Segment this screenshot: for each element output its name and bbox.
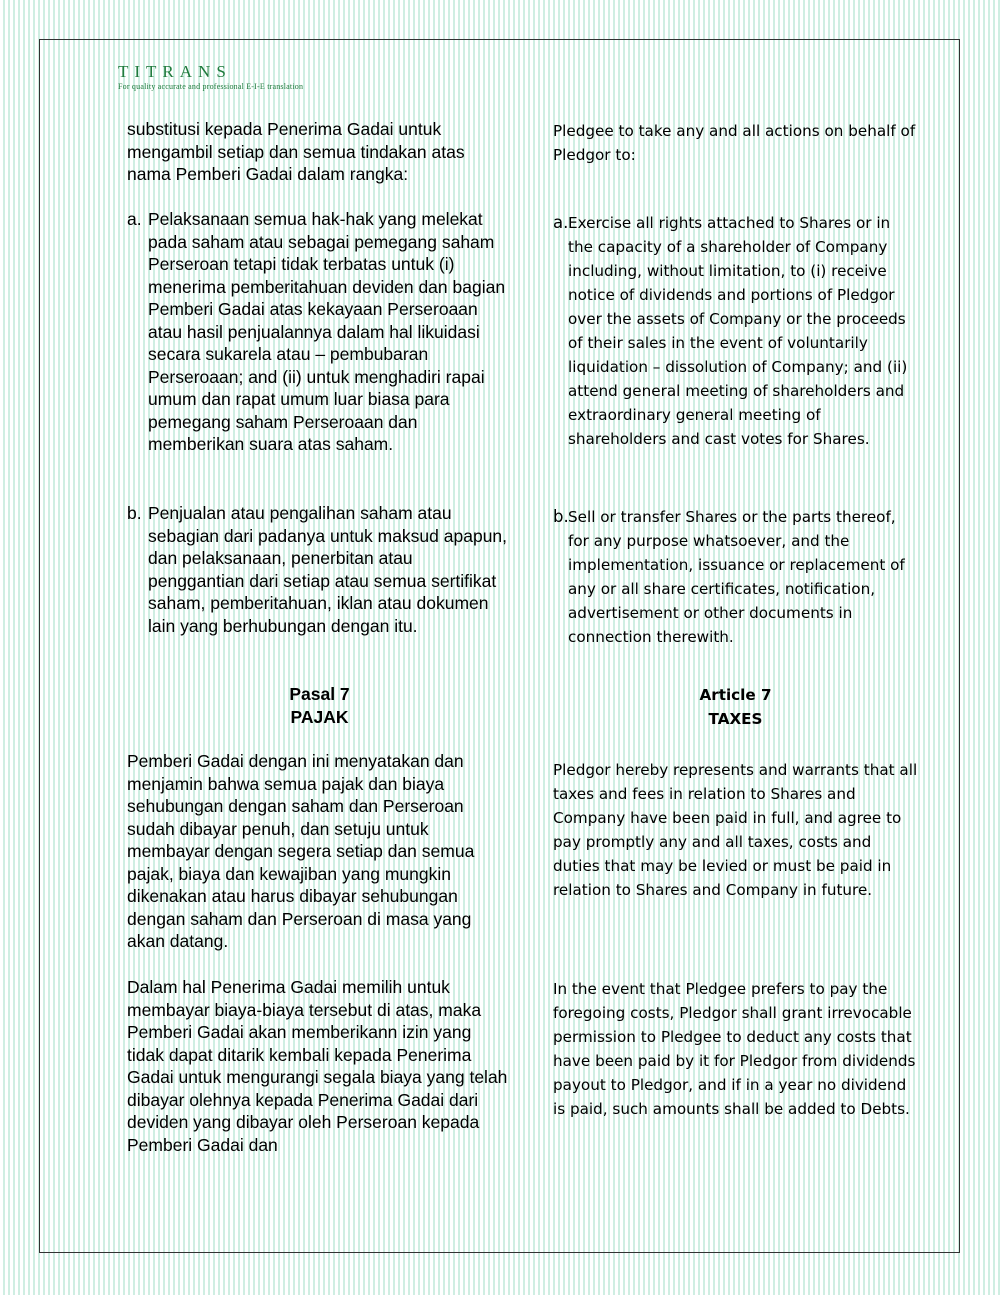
right-item-b-marker: b. xyxy=(553,507,569,526)
left-article-title: PAJAK xyxy=(290,707,349,727)
right-item-a xyxy=(553,211,918,451)
left-article-number: Pasal 7 xyxy=(289,684,350,704)
left-item-b xyxy=(127,502,512,637)
logo-tagline: For quality accurate and professional E-I-E translation xyxy=(118,82,304,91)
right-item-b-text: Sell or transfer Shares or the parts thereof, for any purpose whatsoever, and the implementation, issuance or replacement of any or all share certificates, notification, advertisement or other documents in connection therewith. xyxy=(568,508,905,646)
left-item-a-marker: a. xyxy=(127,209,142,229)
right-item-a-text: Exercise all rights attached to Shares or in the capacity of a shareholder of Company including, without limitation, to (i) receive notice of dividends and portions of Pledgor over the assets of Company or the proceeds of their sales in the event of voluntarily liquidation – dissolution of Company; and (ii) attend general meeting of shareholders and extraordinary general meeting of shareholders and cast votes for Shares. xyxy=(568,214,908,448)
logo-name: TITRANS xyxy=(118,62,232,81)
left-paragraph-1: Pemberi Gadai dengan ini menyatakan dan menjamin bahwa semua pajak dan biaya sehubungan dengan saham dan Perseroan sudah dibayar penuh, dan setuju untuk membayar dengan segera setiap dan semua pajak, biaya dan kewajiban yang mungkin dikenakan atau harus dibayar sehubungan dengan saham dan Perseroan di masa yang akan datang. xyxy=(127,751,475,951)
left-item-a xyxy=(127,208,512,456)
right-item-b xyxy=(553,505,918,649)
left-item-b-marker: b. xyxy=(127,503,142,523)
right-article-title: TAXES xyxy=(708,710,763,728)
indonesian-column xyxy=(127,0,512,1295)
right-paragraph-1: Pledgor hereby represents and warrants that all taxes and fees in relation to Shares and Company have been paid in full, and agree to pay promptly any and all taxes, costs and duties that may be levied or must be paid in relation to Shares and Company in future. xyxy=(553,761,918,899)
right-paragraph-2: In the event that Pledgee prefers to pay the foregoing costs, Pledgor shall grant irrevocable permission to Pledgee to deduct any costs that have been paid by it for Pledgor from dividends payout to Pledgor, and if in a year no dividend is paid, such amounts shall be added to Debts. xyxy=(553,980,916,1118)
left-paragraph-2: Dalam hal Penerima Gadai memilih untuk membayar biaya-biaya tersebut di atas, maka Pemberi Gadai akan memberikann izin yang tidak dapat ditarik kembali kepada Penerima Gadai untuk mengurangi segala biaya yang telah dibayar olehnya kepada Penerima Gadai dari deviden yang dibayar oleh Perseroan kepada Pemberi Gadai dan xyxy=(127,977,508,1155)
left-item-b-text: Penjualan atau pengalihan saham atau sebagian dari padanya untuk maksud apapun, dan pelaksanaan, penerbitan atau penggantian dari setiap atau semua sertifikat saham, pemberitahuan, iklan atau dokumen lain yang berhubungan dengan itu. xyxy=(148,503,508,636)
left-item-a-text: Pelaksanaan semua hak-hak yang melekat pada saham atau sebagai pemegang saham Perseroan tetapi tidak terbatas untuk (i) menerima pemberitahuan deviden dan bagian Pemberi Gadai atas kekayaan Perseroaan atau hasil penjualannya dalam hal likuidasi secara sukarela atau – pembubaran Perseroaan; and (ii) untuk menghadiri rapai umum dan rapat umum luar biasa para pemegang saham Perseroaan dan memberikan suara atas saham. xyxy=(148,209,506,454)
right-intro: Pledgee to take any and all actions on behalf of Pledgor to: xyxy=(553,122,916,164)
english-column xyxy=(553,0,918,1295)
right-item-a-marker: a. xyxy=(553,213,569,232)
right-article-number: Article 7 xyxy=(699,686,772,704)
left-intro: substitusi kepada Penerima Gadai untuk mengambil setiap dan semua tindakan atas nama Pemberi Gadai dalam rangka: xyxy=(127,119,465,184)
